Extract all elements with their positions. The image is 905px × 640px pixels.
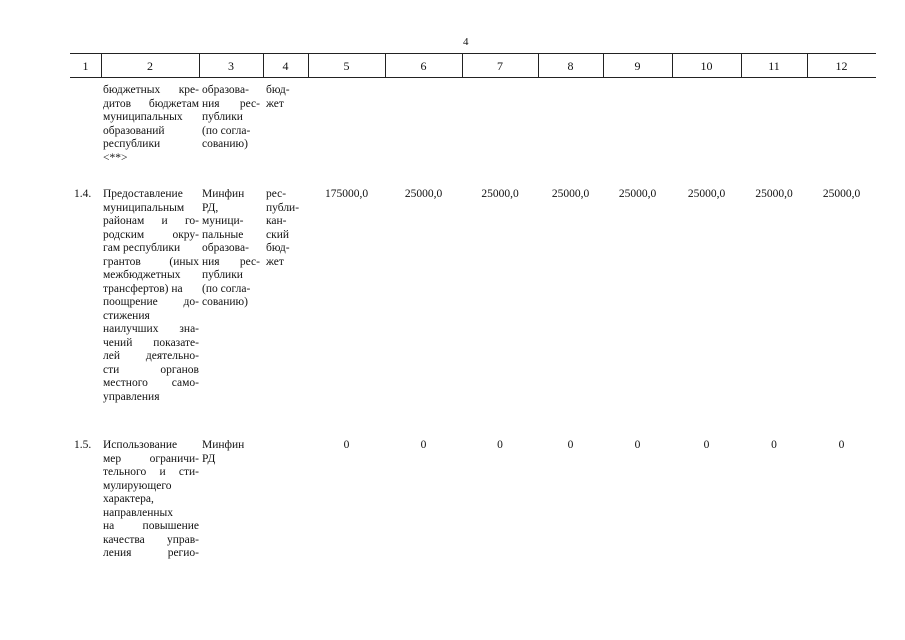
page-number: 4 <box>463 36 469 48</box>
value-cell: 25000,0 <box>755 188 793 200</box>
header-bottom-rule <box>70 77 876 78</box>
value-cell: 175000,0 <box>324 188 369 200</box>
value-cell: 0 <box>343 439 350 451</box>
value-cell: 0 <box>420 439 427 451</box>
header-top-rule <box>70 53 876 54</box>
value-cell: 0 <box>838 439 845 451</box>
row-executor: образова- ния рес- публики (по согла- сованию) <box>202 84 260 150</box>
row-executor: Минфин РД, муници- пальные образова- ния рес- публики (по согла- сованию) <box>202 188 260 308</box>
value-cell: 25000,0 <box>551 188 590 200</box>
header-cell: 10 <box>700 59 713 73</box>
header-cell: 1 <box>82 59 89 73</box>
row-description: бюджетных кре- дитов бюджетам муниципальных образований республики <**> <box>103 84 199 164</box>
header-cell: 4 <box>282 59 289 73</box>
row-funding-source: рес- публи- кан- ский бюд- жет <box>266 188 300 268</box>
row-executor: Минфин РД <box>202 439 245 465</box>
row-funding-source: бюд- жет <box>266 84 290 110</box>
header-cell: 12 <box>835 59 848 73</box>
header-cell: 6 <box>420 59 427 73</box>
row-number: 1.5. <box>74 439 92 451</box>
value-cell: 25000,0 <box>404 188 443 200</box>
value-cell: 25000,0 <box>687 188 726 200</box>
value-cell: 0 <box>634 439 641 451</box>
row-description: Использование мер ограничи- тельного и сти- мулирующего характера, направленных на повышение качества управ- ления регио- <box>103 439 199 559</box>
value-cell: 0 <box>497 439 503 451</box>
header-cell: 2 <box>147 59 153 73</box>
header-cell: 7 <box>497 59 503 73</box>
value-cell: 0 <box>771 439 777 451</box>
value-cell: 25000,0 <box>822 188 861 200</box>
header-cell: 11 <box>768 59 780 73</box>
row-description: Предоставление муниципальным районам и го- родским окру- гам республики грантов (иных межбюджетных трансфертов) на поощрение до- стижения наилучших зна- чений показате- лей деятельно- сти органов местного само- управления <box>103 188 199 403</box>
value-cell: 25000,0 <box>618 188 657 200</box>
value-cell: 25000,0 <box>481 188 519 200</box>
value-cell: 0 <box>703 439 710 451</box>
header-cell: 8 <box>567 59 574 73</box>
header-cell: 3 <box>228 59 234 73</box>
row-number: 1.4. <box>74 188 92 200</box>
value-cell: 0 <box>567 439 574 451</box>
header-cell: 5 <box>343 59 350 73</box>
header-cell: 9 <box>634 59 641 73</box>
